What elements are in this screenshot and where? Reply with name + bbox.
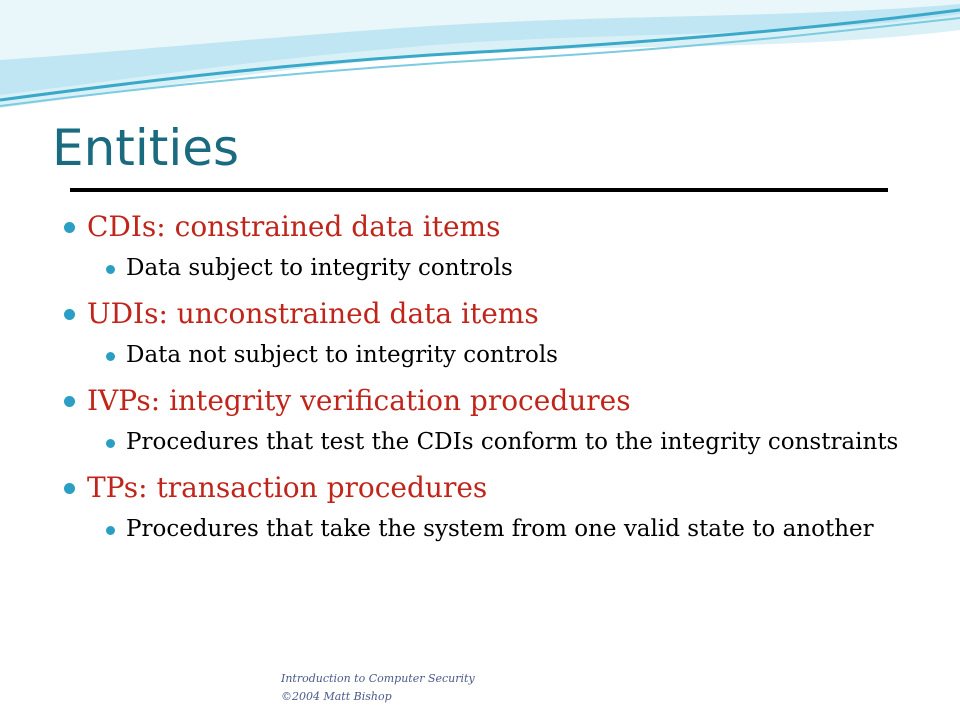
bullet-level2-text: Procedures that test the CDIs conform to the integrity constraints xyxy=(126,429,899,455)
bullet-group-tps xyxy=(0,471,960,544)
bullet-dot-icon xyxy=(64,222,75,233)
bullet-dot-icon xyxy=(64,309,75,320)
bullet-level1 xyxy=(0,297,960,331)
bullet-dot-icon xyxy=(106,439,115,448)
slide-footer xyxy=(281,670,475,706)
bullet-dot-icon xyxy=(64,483,75,494)
bullet-level1 xyxy=(0,210,960,244)
bullet-group-ivps xyxy=(0,384,960,457)
bullet-level1-text: UDIs: unconstrained data items xyxy=(87,297,539,330)
footer-course-title: Introduction to Computer Security xyxy=(281,672,475,685)
bullet-level2-text: Data not subject to integrity controls xyxy=(126,342,558,368)
bullet-level2 xyxy=(0,428,960,457)
bullet-level2 xyxy=(0,341,960,370)
bullet-level1-text: CDIs: constrained data items xyxy=(87,210,501,243)
bullet-level1 xyxy=(0,384,960,418)
bullet-dot-icon xyxy=(64,396,75,407)
header-wave-decoration xyxy=(0,0,960,115)
bullet-level1-text: TPs: transaction procedures xyxy=(87,471,488,504)
slide-content xyxy=(0,200,960,544)
bullet-level2-text: Procedures that take the system from one valid state to another xyxy=(126,516,874,542)
footer-copyright: ©2004 Matt Bishop xyxy=(281,690,392,703)
bullet-level1-text: IVPs: integrity verification procedures xyxy=(87,384,631,417)
bullet-level2-text: Data subject to integrity controls xyxy=(126,255,513,281)
bullet-dot-icon xyxy=(106,352,115,361)
bullet-dot-icon xyxy=(106,526,115,535)
bullet-dot-icon xyxy=(106,265,115,274)
bullet-level2 xyxy=(0,254,960,283)
bullet-group-udis xyxy=(0,297,960,370)
slide-title: Entities xyxy=(52,119,240,177)
bullet-group-cdis xyxy=(0,210,960,283)
title-underline xyxy=(70,188,888,192)
bullet-level2 xyxy=(0,515,960,544)
bullet-level1 xyxy=(0,471,960,505)
